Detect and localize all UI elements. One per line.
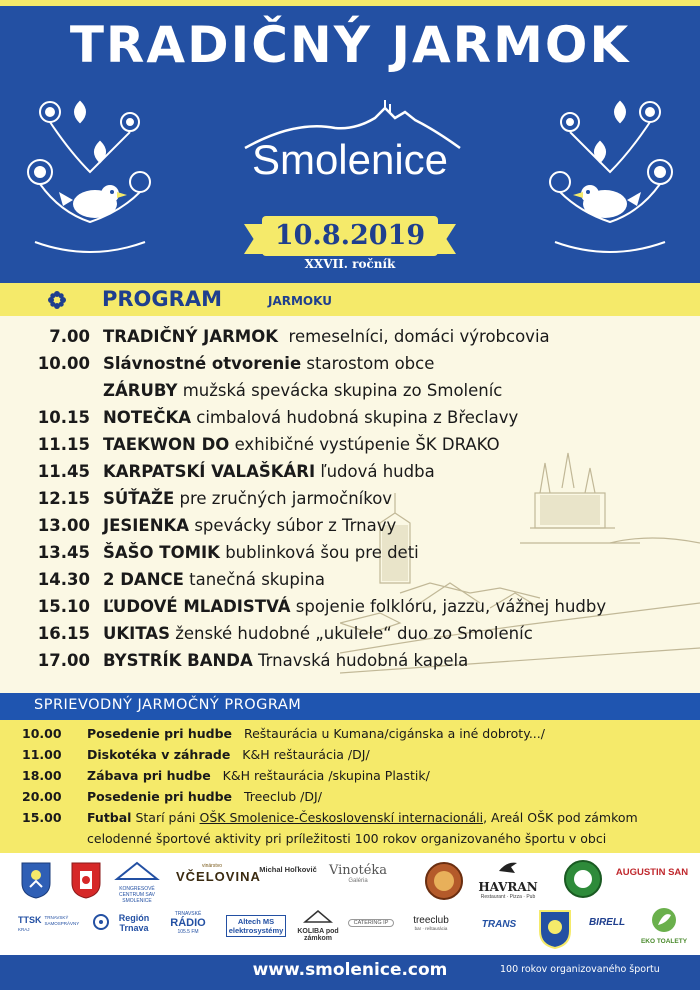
eko-toalety-logo: EKO TOALETY xyxy=(636,907,692,945)
program-list xyxy=(0,327,700,678)
program-item: 11.45 KARPATSKÍ VALAŠKÁRI ľudová hudba xyxy=(37,462,435,481)
program-item: ZÁRUBY mužská spevácka skupina zo Smoleníc xyxy=(103,381,503,400)
program-item: 17.00 BYSTRÍK BANDA Trnavská hudobná kapela xyxy=(37,651,469,670)
town-name: Smolenice xyxy=(251,136,449,183)
footer-note: 100 rokov organizovaného športu xyxy=(500,964,660,975)
side-program-item: 10.00 Posedenie pri hudbe Reštaurácia u Kumana/cigánska a iné dobroty.../ xyxy=(22,726,545,741)
program-item: 16.15 UKITAS ženské hudobné „ukulele“ duo zo Smoleníc xyxy=(37,624,533,643)
smolenice-crest-icon xyxy=(20,861,52,899)
sav-logo: KONGRESOVÉ CENTRUM SAV SMOLENICE xyxy=(112,859,162,904)
folk-ornament-left-icon xyxy=(20,92,160,262)
poster-title: TRADIČNÝ JARMOK xyxy=(69,16,631,74)
klub-badge-icon xyxy=(424,861,464,901)
altech-logo: Altech MS elektrosystémy xyxy=(226,915,286,937)
side-program-item: 15.00 Futbal Starí páni OŠK Smolenice-Československí internacionáli, Areál OŠK pod zámkom xyxy=(22,810,638,825)
holkovic-logo: Michal Hoľkovič xyxy=(259,865,317,874)
catering-logo: CATERING IP xyxy=(348,919,394,927)
treeclub-logo: treeclub bar · reštaurácia xyxy=(413,915,449,931)
program-item: 12.15 SÚŤAŽE pre zručných jarmočníkov xyxy=(37,489,393,508)
program-subtitle: JARMOKU xyxy=(268,294,332,308)
region-trnava-logo: Región Trnava xyxy=(92,913,158,933)
side-program-title: SPRIEVODNÝ JARMOČNÝ PROGRAM xyxy=(34,697,302,713)
koliba-logo: KOLIBA pod zámkom xyxy=(294,909,342,942)
hut-icon xyxy=(303,909,333,923)
sav-building-icon xyxy=(112,859,162,881)
program-item: 10.15 NOTEČKA cimbalová hudobná skupina z Břeclavy xyxy=(37,408,519,427)
side-program-item: 18.00 Zábava pri hudbe K&H reštaurácia /skupina Plastik/ xyxy=(22,768,430,783)
leaf-icon xyxy=(651,907,677,933)
program-title: PROGRAM xyxy=(102,287,222,311)
side-program-list xyxy=(0,726,700,852)
club-shield-icon xyxy=(538,909,572,949)
augustin-san-logo: AUGUSTIN SAN xyxy=(615,867,689,878)
event-date: 10.8.2019 xyxy=(262,216,438,256)
program-item: 13.45 ŠAŠO TOMIK bublinková šou pre deti xyxy=(37,543,419,562)
program-item: 15.10 ĽUDOVÉ MLADISTVÁ spojenie folklóru, jazzu, vážnej hudby xyxy=(37,597,607,616)
program-item: 13.00 JESIENKA spevácky súbor z Trnavy xyxy=(37,516,397,535)
ttsk-logo: TTSK TRNAVSKÝ SAMOSPRÁVNY KRAJ xyxy=(18,915,80,932)
side-program-item-continued: celodenné športové aktivity pri príležitosti 100 rokov organizovaného športu v obci xyxy=(87,831,607,846)
side-program-item: 11.00 Diskotéka v záhrade K&H reštaurácia /DJ/ xyxy=(22,747,370,762)
program-item: 14.30 2 DANCE tanečná skupina xyxy=(37,570,325,589)
vinoteka-logo: Vinotéka Galéria xyxy=(328,863,388,884)
raven-icon xyxy=(497,859,519,875)
sponsors-strip xyxy=(0,853,700,955)
radio-logo: TRNAVSKÉ RÁDIO 105.5 FM xyxy=(170,911,206,935)
trnava-crest-icon xyxy=(70,861,102,899)
side-program-item: 20.00 Posedenie pri hudbe Treeclub /DJ/ xyxy=(22,789,322,804)
website-link[interactable]: www.smolenice.com xyxy=(252,960,448,980)
smolenice-logo xyxy=(225,100,475,200)
edition-label: XXVII. ročník xyxy=(304,257,396,271)
flower-icon xyxy=(48,291,66,309)
trans-logo: TRANS xyxy=(481,919,517,930)
havran-logo: HAVRAN Restaurant · Pizza · Pub xyxy=(470,859,546,900)
program-item: 11.15 TAEKWON DO exhibičné vystúpenie ŠK DRAKO xyxy=(37,435,500,454)
folk-ornament-right-icon xyxy=(540,92,680,262)
wheel-icon xyxy=(92,913,110,931)
program-item: 10.00 Slávnostné otvorenie starostom obce xyxy=(37,354,435,373)
birell-logo: BIRELL xyxy=(588,917,626,928)
vcelovina-logo: vinárstvo VČELOVINA xyxy=(176,863,261,884)
football-club-badge-icon xyxy=(563,859,603,899)
program-item: 7.00 TRADIČNÝ JARMOK remeselníci, domáci výrobcovia xyxy=(49,327,550,346)
